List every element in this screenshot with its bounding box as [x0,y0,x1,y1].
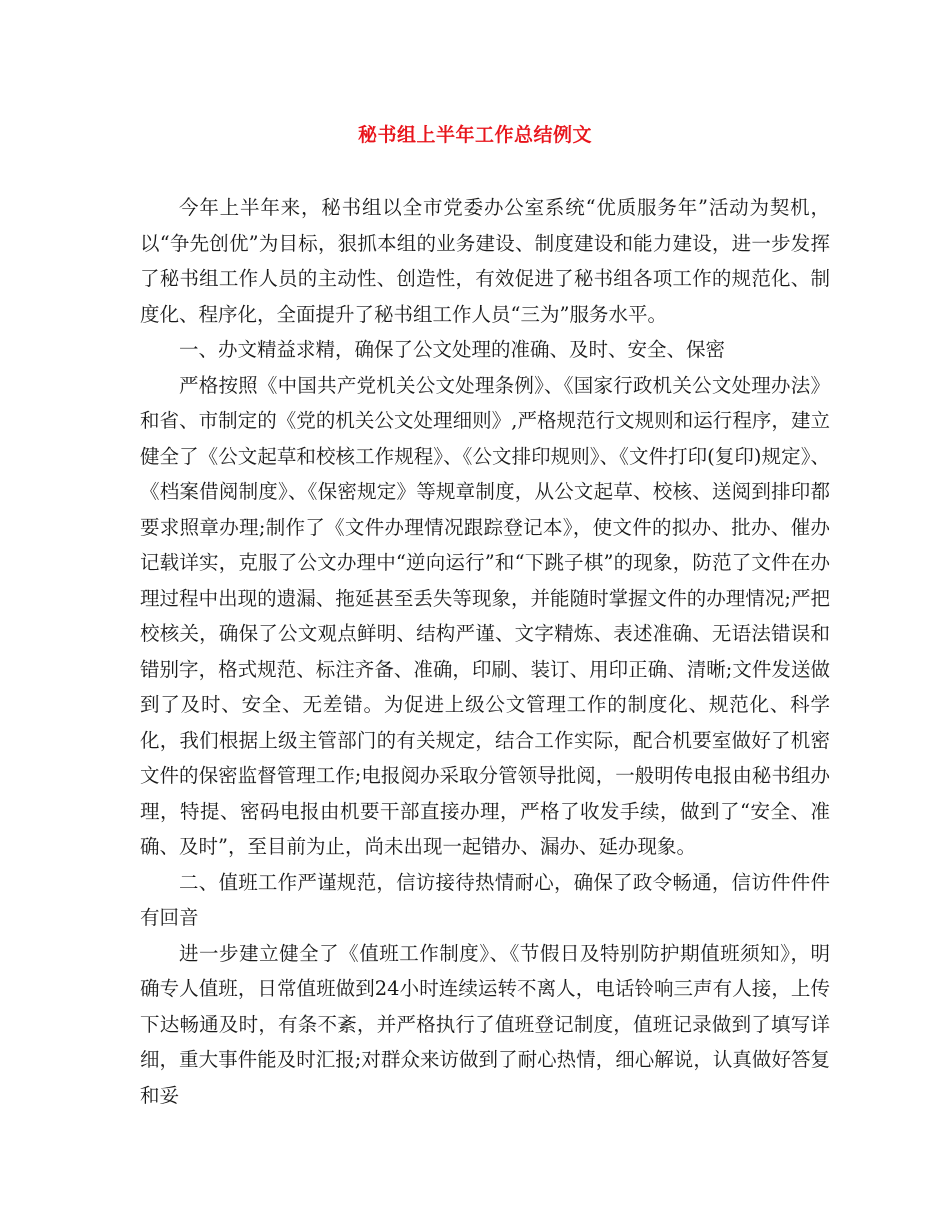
section-heading-2: 二、值班工作严谨规范，信访接待热情耐心，确保了政令畅通，信访件件件有回音 [140,870,830,929]
paragraph-section-1: 严格按照《中国共产党机关公文处理条例》、《国家行政机关公文处理办法》和省、市制定的《党的机关公文处理细则》,严格规范行文规则和运行程序，建立健全了《公文起草和校核工作规程》、《公文排印规则》、《文件打印(复印)规定》、《档案借阅制度》、《保密规定》等规章制度，从公文起草、校核、送阅到排印都要求照章办理;制作了《文件办理情况跟踪登记本》，使文件的拟办、批办、催办记载详实，克服了公文办理中“逆向运行”和“下跳子棋”的现象，防范了文件在办理过程中出现的遗漏、拖延甚至丢失等现象，并能随时掌握文件的办理情况;严把校核关，确保了公文观点鲜明、结构严谨、文字精炼、表述准确、无语法错误和错别字，格式规范、标注齐备、准确，印刷、装订、用印正确、清晰;文件发送做到了及时、安全、无差错。为促进上级公文管理工作的制度化、规范化、科学化，我们根据上级主管部门的有关规定，结合工作实际，配合机要室做好了机密文件的保密监督管理工作;电报阅办采取分管领导批阅，一般明传电报由秘书组办理，特提、密码电报由机要干部直接办理，严格了收发手续，做到了“安全、准确、及时”，至目前为止，尚未出现一起错办、漏办、延办现象。 [140,373,830,858]
paragraph-intro: 今年上半年来，秘书组以全市党委办公室系统“优质服务年”活动为契机，以“争先创优”为目标，狠抓本组的业务建设、制度建设和能力建设，进一步发挥了秘书组工作人员的主动性、创造性，有效促进了秘书组各项工作的规范化、制度化、程序化，全面提升了秘书组工作人员“三为”服务水平。 [140,196,830,326]
document-title: 秘书组上半年工作总结例文 [357,124,592,146]
document-body [140,190,830,1113]
paragraph-section-2: 进一步建立健全了《值班工作制度》、《节假日及特别防护期值班须知》，明确专人值班，日常值班做到24小时连续运转不离人，电话铃响三声有人接，上传下达畅通及时，有条不紊，并严格执行了值班登记制度，值班记录做到了填写详细，重大事件能及时汇报;对群众来访做到了耐心热情，细心解说，认真做好答复和妥 [140,941,830,1107]
section-heading-1: 一、办文精益求精，确保了公文处理的准确、及时、安全、保密 [179,338,726,361]
